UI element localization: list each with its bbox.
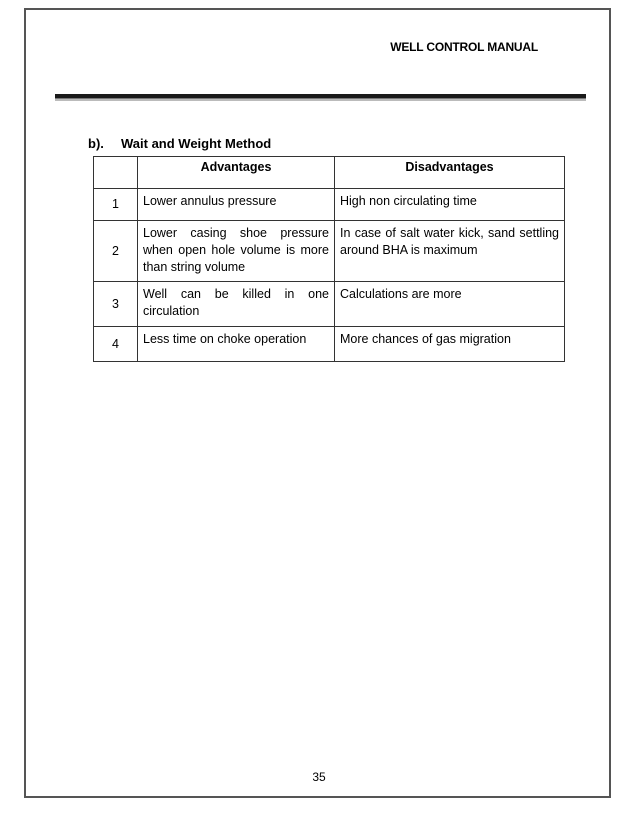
table-header-row [94,157,565,189]
row-index: 3 [94,282,138,327]
table-row [94,189,565,221]
document-header-title: WELL CONTROL MANUAL [390,40,538,54]
table-row [94,327,565,362]
section-heading [88,136,271,151]
column-header-advantages: Advantages [138,157,335,189]
disadvantage-cell: Calculations are more [335,282,565,327]
section-number: b). [88,136,104,151]
table-row [94,282,565,327]
table-row [94,221,565,282]
row-index: 4 [94,327,138,362]
section-title: Wait and Weight Method [121,136,272,151]
advantages-disadvantages-table [93,156,565,362]
page-number: 35 [312,770,326,784]
disadvantage-cell: High non circulating time [335,189,565,221]
advantage-cell: Less time on choke operation [138,327,335,362]
page-border [24,8,611,798]
advantage-cell: Well can be killed in one circulation [138,282,335,327]
header-divider [55,94,586,99]
row-index: 2 [94,221,138,282]
advantage-cell: Lower casing shoe pressure when open hole volume is more than string volume [138,221,335,282]
column-header-disadvantages: Disadvantages [335,157,565,189]
disadvantage-cell: In case of salt water kick, sand settling around BHA is maximum [335,221,565,282]
advantage-cell: Lower annulus pressure [138,189,335,221]
disadvantage-cell: More chances of gas migration [335,327,565,362]
row-index: 1 [94,189,138,221]
column-header-index [94,157,138,189]
